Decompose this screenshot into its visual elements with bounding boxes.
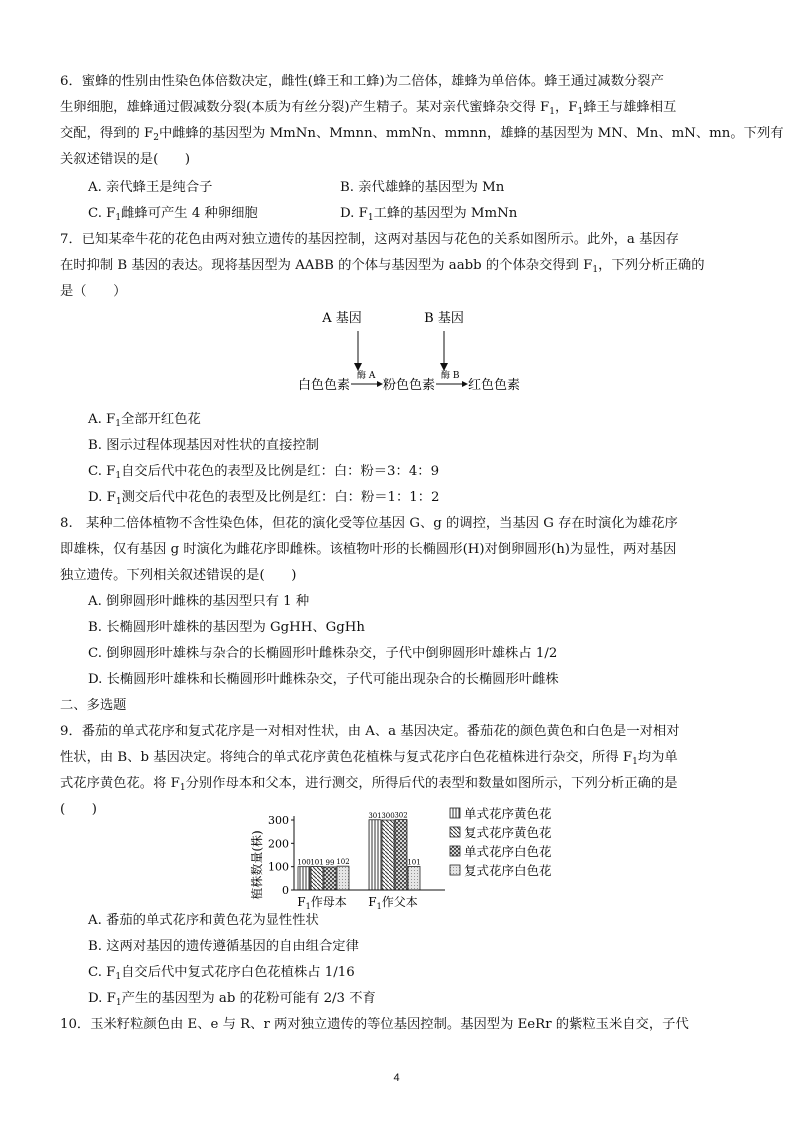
section-heading-multiple-choice: 二、多选题 (60, 698, 127, 713)
bar-value-label: 301 (368, 811, 382, 820)
gene-a-label: A 基因 (322, 311, 362, 326)
gene-pathway-diagram (290, 305, 530, 400)
y-tick-label: 300 (268, 814, 289, 827)
q9-line4: ( ) (60, 802, 97, 817)
q7-option-a: A. $F_1$全部开红色花 (88, 412, 201, 429)
y-axis-label: 植株数量(株) (250, 830, 264, 900)
q6-option-c: C. $F_1$雌蜂可产生 4 种卵细胞 (88, 206, 258, 223)
q9-line3: 式花序黄色花。将 $F_1$分别作母本和父本，进行测交，所得后代的表型和数量如图所示，下列分析正确的是 (60, 776, 678, 793)
y-tick-label: 0 (282, 884, 289, 897)
q7-option-d: D. $F_1$测交后代中花色的表型及比例是红：白：粉＝1：1：2 (88, 490, 440, 507)
bar (382, 820, 394, 890)
q6-line1: 6．蜜蜂的性别由性染色体倍数决定，雌性(蜂王和工蜂)为二倍体，雄蜂为单倍体。蜂王通过减数分裂产 (60, 74, 664, 89)
bar-value-label: 101 (407, 858, 421, 867)
q9-option-c: C. $F_1$自交后代中复式花序白色花植株占 1/16 (88, 965, 355, 982)
q6-option-a: A. 亲代蜂王是纯合子 (88, 180, 213, 195)
q6-line4: 关叙述错误的是( ) (60, 152, 191, 167)
legend-swatch (450, 846, 460, 856)
enzyme-b-label: 酶 B (441, 371, 460, 381)
bar-value-label: 100 (297, 858, 311, 867)
legend-swatch (450, 808, 460, 818)
q9-option-b: B. 这两对基因的遗传遵循基因的自由组合定律 (88, 939, 359, 954)
y-tick-label: 200 (268, 837, 289, 851)
offspring-bar-chart (245, 803, 555, 913)
bar (369, 820, 381, 890)
page-number: 4 (393, 1072, 400, 1084)
red-pigment-label: 红色色素 (468, 378, 521, 393)
q7-line3: 是（ ） (60, 284, 127, 299)
q6-option-d: D. $F_1$工蜂的基因型为 MmNn (340, 206, 518, 223)
bar-value-label: 102 (336, 858, 350, 867)
legend-label: 单式花序黄色花 (464, 806, 552, 821)
q7-line1: 7．已知某牵牛花的花色由两对独立遗传的基因控制，这两对基因与花色的关系如图所示。此外，a 基因存 (60, 232, 679, 247)
q6-line3: 交配，得到的 $F_2$中雌蜂的基因型为 MmNn、Mmnn、mmNn、mmnn，雄蜂的基因型为 MN、Mn、mN、mn。下列有 (60, 126, 784, 143)
q8-option-b: B. 长椭圆形叶雄株的基因型为 GgHH、GgHh (88, 620, 365, 635)
bar-value-label: 99 (325, 858, 335, 867)
enzyme-a-label: 酶 A (357, 371, 376, 381)
bar (311, 866, 323, 890)
white-pigment-label: 白色色素 (298, 378, 351, 393)
legend-swatch (450, 827, 460, 837)
legend-label: 单式花序白色花 (464, 844, 552, 859)
q8-line2: 即雄株，仅有基因 g 时演化为雌花序即雌株。该植物叶形的长椭圆形(H)对倒卵圆形(h)为显性，两对基因 (60, 542, 677, 557)
gene-b-label: B 基因 (424, 311, 464, 326)
bar-value-label: 101 (310, 858, 324, 867)
x-category-label: $F_1$作母本 (297, 895, 347, 911)
bar (408, 866, 420, 890)
bar (324, 867, 336, 890)
q8-line3: 独立遗传。下列相关叙述错误的是( ) (60, 568, 297, 583)
q10-line1: 10．玉米籽粒颜色由 E、e 与 R、r 两对独立遗传的等位基因控制。基因型为 EeRr 的紫粒玉米自交，子代 (60, 1017, 689, 1032)
legend-swatch (450, 865, 460, 875)
arrowhead-gene-a (354, 363, 362, 371)
q7-option-c: C. $F_1$自交后代中花色的表型及比例是红：白：粉＝3：4：9 (88, 464, 440, 481)
pink-pigment-label: 粉色色素 (383, 378, 436, 393)
bar-value-label: 300 (381, 812, 395, 820)
legend-label: 复式花序黄色花 (464, 825, 552, 840)
q6-option-b: B. 亲代雄蜂的基因型为 Mn (340, 180, 505, 195)
bar (298, 867, 310, 890)
bar-value-label: 302 (394, 811, 408, 820)
q6-line2: 生卵细胞，雄蜂通过假减数分裂(本质为有丝分裂)产生精子。某对亲代蜜蜂杂交得 $F_1$，$F_1$蜂王与雄蜂相互 (60, 100, 677, 117)
y-tick-label: 100 (268, 860, 289, 874)
q9-option-a: A. 番茄的单式花序和黄色花为显性性状 (88, 913, 319, 928)
q8-option-d: D. 长椭圆形叶雄株和长椭圆形叶雌株杂交，子代可能出现杂合的长椭圆形叶雌株 (88, 672, 559, 687)
q9-line2: 性状，由 B、b 基因决定。将纯合的单式花序黄色花植株与复式花序白色花植株进行杂交，所得 $F_1$均为单 (60, 750, 678, 767)
arrowhead-gene-b (440, 363, 448, 371)
q7-option-b: B. 图示过程体现基因对性状的直接控制 (88, 438, 319, 453)
q8-line1: 8. 某种二倍体植物不含性染色体，但花的演化受等位基因 G、g 的调控，当基因 G 存在时演化为雄花序 (60, 516, 678, 531)
q9-line1: 9．番茄的单式花序和复式花序是一对相对性状，由 A、a 基因决定。番茄花的颜色黄色和白色是一对相对 (60, 724, 680, 739)
legend-label: 复式花序白色花 (464, 863, 552, 878)
q8-option-c: C. 倒卵圆形叶雄株与杂合的长椭圆形叶雌株杂交，子代中倒卵圆形叶雄株占 1/2 (88, 646, 558, 661)
q7-line2: 在时抑制 B 基因的表达。现将基因型为 AABB 的个体与基因型为 aabb 的个体杂交得到 $F_1$，下列分析正确的 (60, 258, 705, 275)
bar (337, 866, 349, 890)
q8-option-a: A. 倒卵圆形叶雌株的基因型只有 1 种 (88, 594, 310, 609)
q9-option-d: D. $F_1$产生的基因型为 ab 的花粉可能有 2/3 不育 (88, 991, 376, 1008)
bar (395, 820, 407, 890)
x-category-label: $F_1$作父本 (368, 895, 418, 911)
